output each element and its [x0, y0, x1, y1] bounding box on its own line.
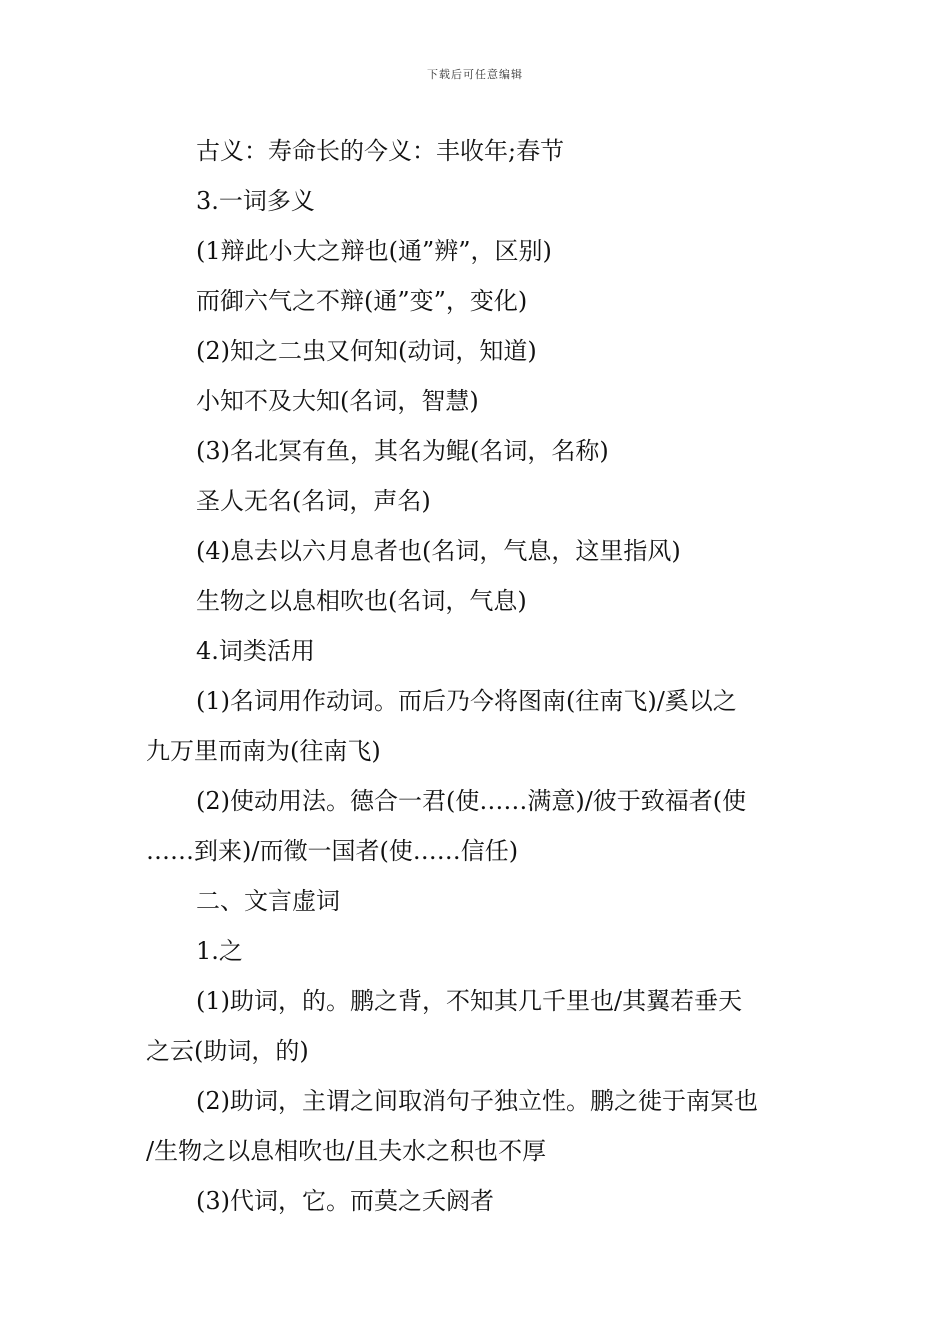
section-heading: 二、文言虚词 [196, 887, 340, 915]
text-line: (3)名北冥有鱼，其名为鲲(名词，名称) [196, 437, 609, 465]
subsection-heading: 1.之 [196, 937, 243, 965]
document-body [146, 126, 810, 1226]
text-line-continuation: 之云(助词，的) [146, 1037, 309, 1065]
text-line: (3)代词，它。而莫之夭阏者 [196, 1187, 494, 1215]
text-line: (2)使动用法。德合一君(使……满意)/彼于致福者(使 [196, 787, 747, 815]
text-line: 生物之以息相吹也(名词，气息) [196, 587, 527, 615]
text-line: 而御六气之不辩(通”变”，变化) [196, 287, 528, 315]
text-line-continuation: 九万里而南为(往南飞) [146, 737, 381, 765]
text-line: 古义：寿命长的今义：丰收年;春节 [196, 137, 565, 165]
text-line: (1)名词用作动词。而后乃今将图南(往南飞)/奚以之 [196, 687, 737, 715]
text-line: 小知不及大知(名词，智慧) [196, 387, 479, 415]
page-header: 下载后可任意编辑 [427, 68, 523, 81]
section-heading: 3.一词多义 [196, 187, 315, 215]
text-line: (4)息去以六月息者也(名词，气息，这里指风) [196, 537, 681, 565]
text-line: 圣人无名(名词，声名) [196, 487, 431, 515]
text-line: (2)助词，主谓之间取消句子独立性。鹏之徙于南冥也 [196, 1087, 758, 1115]
text-line: (1辩此小大之辩也(通”辨”，区别) [196, 237, 552, 265]
text-line-continuation: ……到来)/而徵一国者(使……信任) [146, 837, 519, 865]
text-line: (2)知之二虫又何知(动词，知道) [196, 337, 537, 365]
text-line: (1)助词，的。鹏之背，不知其几千里也/其翼若垂天 [196, 987, 743, 1015]
text-line-continuation: /生物之以息相吹也/且夫水之积也不厚 [146, 1137, 547, 1165]
section-heading: 4.词类活用 [196, 637, 315, 665]
